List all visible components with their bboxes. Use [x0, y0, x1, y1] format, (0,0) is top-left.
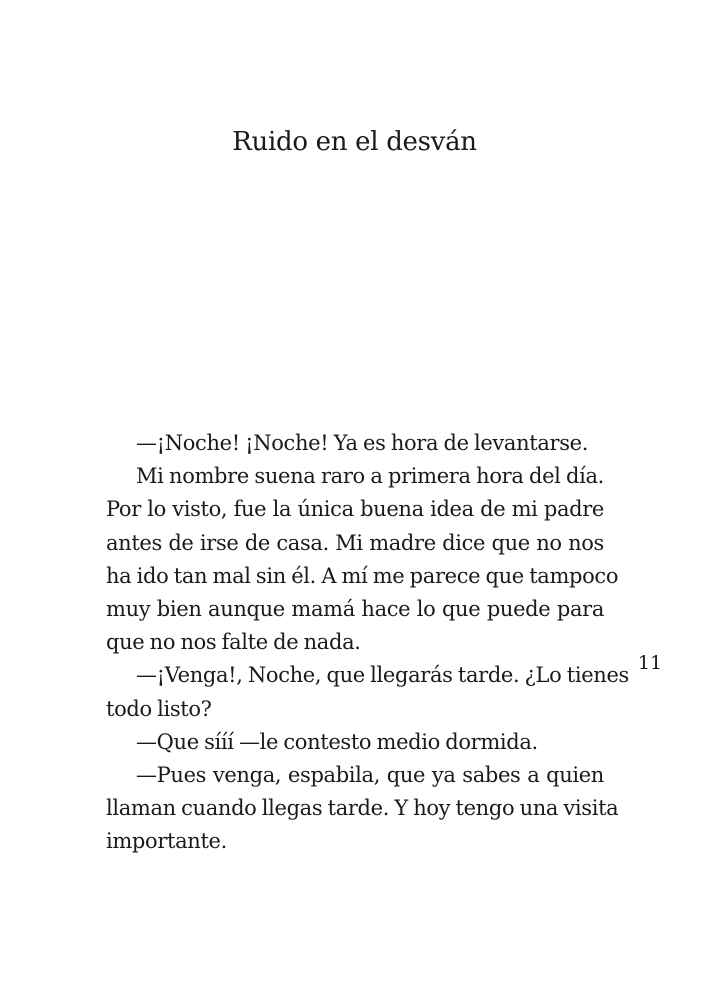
text-line: muy bien aunque mamá hace lo que puede para [106, 597, 604, 622]
text-line: que no nos falte de nada. [106, 630, 361, 655]
text-line: —Que sííí —le contesto medio dormida. [136, 729, 538, 754]
text-line: —¡Noche! ¡Noche! Ya es hora de levantarse. [136, 431, 589, 455]
text-line: Por lo visto, fue la única buena idea de mi padre [106, 497, 604, 522]
text-line: importante. [106, 829, 227, 854]
page-number: 11 [637, 652, 663, 674]
body-text [106, 427, 629, 859]
text-line: ha ido tan mal sin él. A mí me parece que tampoco [106, 563, 619, 588]
text-line: antes de irse de casa. Mi madre dice que no nos [106, 530, 604, 555]
text-line: llaman cuando llegas tarde. Y hoy tengo una visita [106, 796, 619, 821]
text-line: todo listo? [106, 696, 212, 721]
text-line: —Pues venga, espabila, que ya sabes a quien [136, 763, 604, 788]
text-line: Mi nombre suena raro a primera hora del día. [136, 464, 604, 489]
chapter-title: Ruido en el desván [232, 127, 477, 157]
text-line: —¡Venga!, Noche, que llegarás tarde. ¿Lo tienes [136, 663, 629, 688]
